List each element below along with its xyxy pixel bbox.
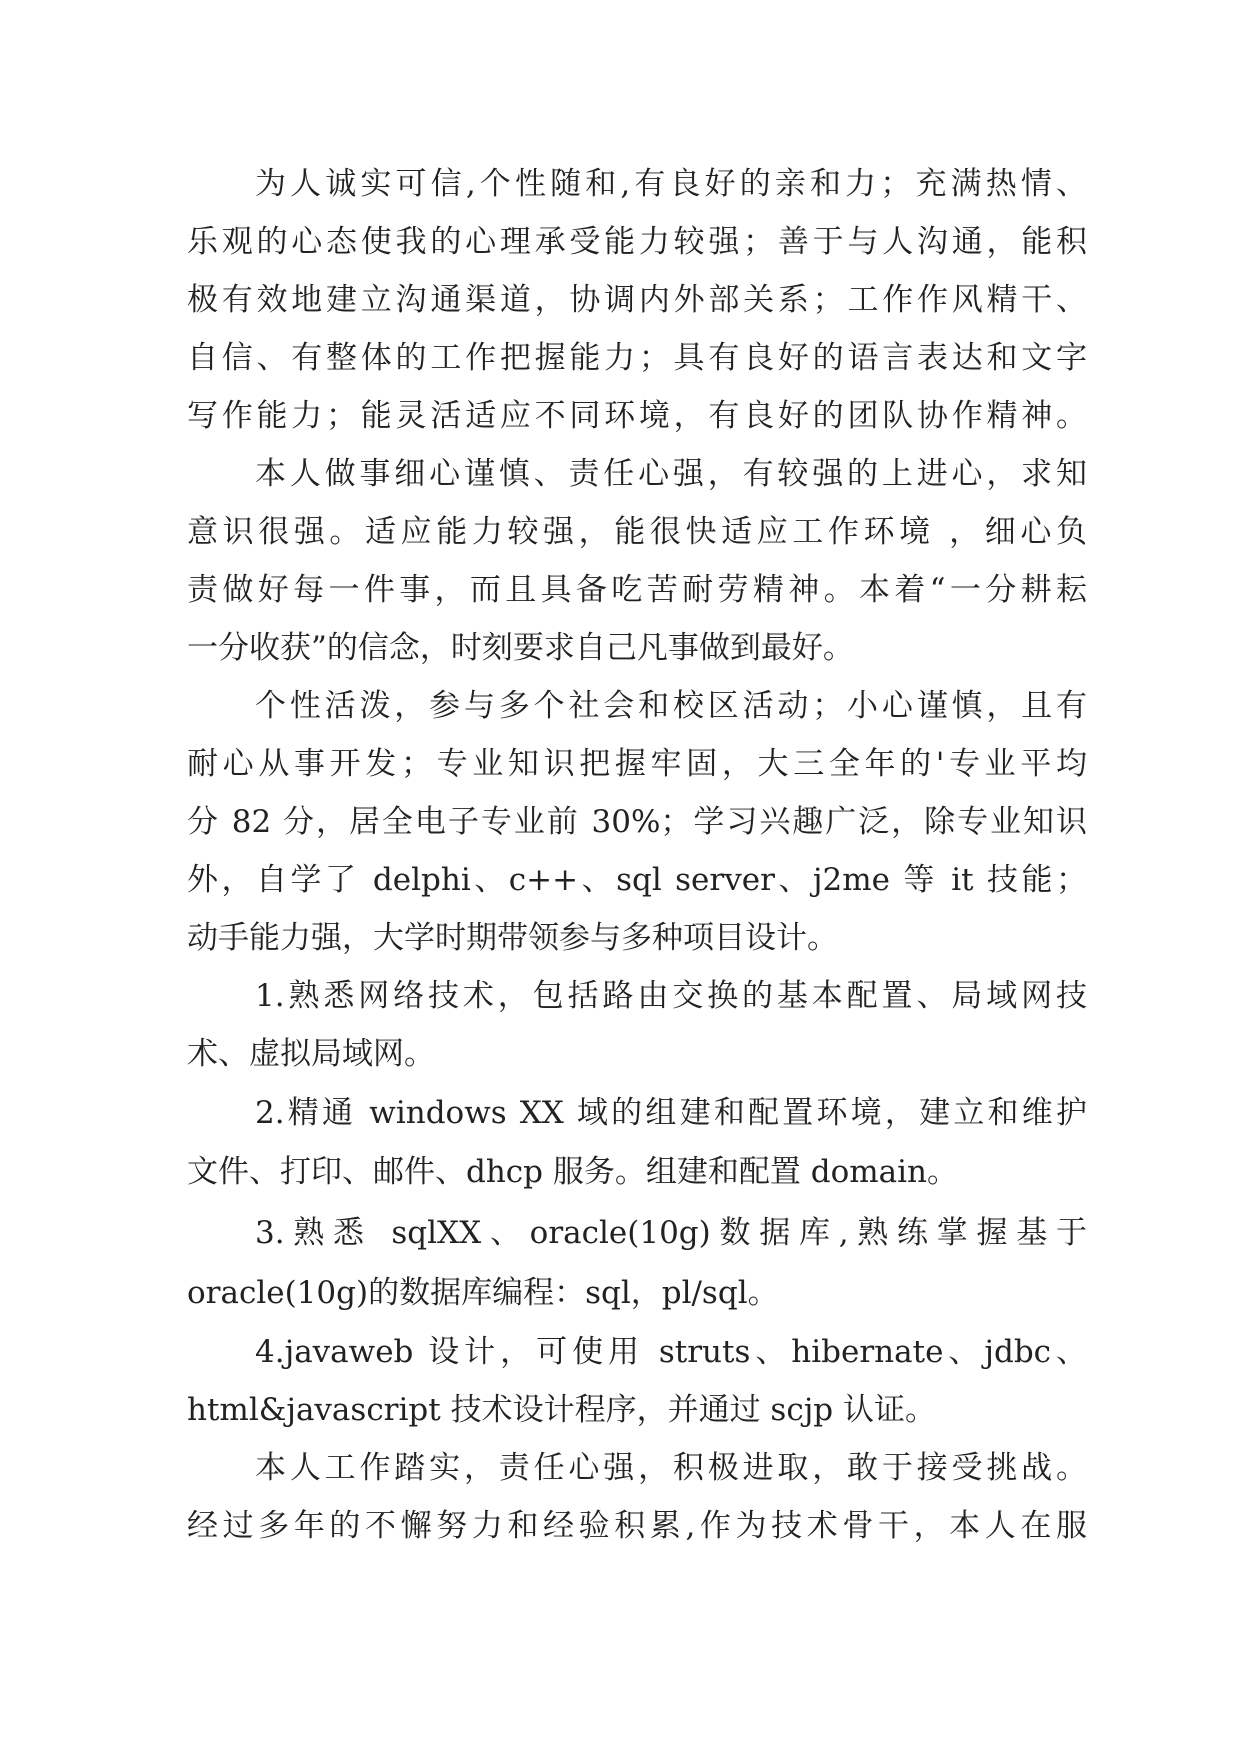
paragraph-2-line-1: 本人做事细心谨慎、责任心强，有较强的上进心，求知 [255,456,1087,492]
skill-1-line-1: 1.熟悉网络技术，包括路由交换的基本配置、局域网技 [255,978,1087,1014]
skill-3-line-2: oracle(10g)的数据库编程：sql，pl/sql。 [187,1275,779,1311]
paragraph-3-line-5: 动手能力强，大学时期带领参与多种项目设计。 [187,920,838,956]
paragraph-1-line-3: 极有效地建立沟通渠道，协调内外部关系；工作作风精干、 [187,282,1087,318]
skill-3-line-1: 3.熟悉 sqlXX、oracle(10g)数据库,熟练掌握基于 [255,1215,1087,1251]
paragraph-2-line-3: 责做好每一件事，而且具备吃苦耐劳精神。本着“一分耕耘 [187,572,1087,608]
paragraph-2-line-2: 意识很强。适应能力较强，能很快适应工作环境 ，细心负 [187,514,1087,550]
paragraph-3-line-1: 个性活泼，参与多个社会和校区活动；小心谨慎，且有 [255,688,1087,724]
paragraph-3-line-4: 外，自学了 delphi、c++、sql server、j2me 等 it 技能； [187,862,1087,898]
skill-4-line-2: html&javascript 技术设计程序，并通过 scjp 认证。 [187,1392,937,1428]
skill-2-line-2: 文件、打印、邮件、dhcp 服务。组建和配置 domain。 [187,1154,958,1190]
skill-2-line-1: 2.精通 windows XX 域的组建和配置环境，建立和维护 [255,1095,1087,1131]
paragraph-1-line-2: 乐观的心态使我的心理承受能力较强；善于与人沟通，能积 [187,224,1087,260]
paragraph-1-line-5: 写作能力；能灵活适应不同环境，有良好的团队协作精神。 [187,398,1087,434]
paragraph-1-line-4: 自信、有整体的工作把握能力；具有良好的语言表达和文字 [187,340,1087,376]
skill-1-line-2: 术、虚拟局域网。 [187,1036,435,1072]
paragraph-1-line-1: 为人诚实可信,个性随和,有良好的亲和力；充满热情、 [255,166,1087,202]
paragraph-4-line-1: 本人工作踏实，责任心强，积极进取，敢于接受挑战。 [255,1450,1087,1486]
paragraph-2-line-4: 一分收获”的信念，时刻要求自己凡事做到最好。 [187,630,854,666]
paragraph-3-line-3: 分 82 分，居全电子专业前 30%；学习兴趣广泛，除专业知识 [187,804,1087,840]
paragraph-3-line-2: 耐心从事开发；专业知识把握牢固，大三全年的'专业平均 [187,746,1087,782]
skill-4-line-1: 4.javaweb 设计，可使用 struts、hibernate、jdbc、 [255,1334,1087,1370]
paragraph-4-line-2: 经过多年的不懈努力和经验积累,作为技术骨干，本人在服 [187,1508,1087,1544]
